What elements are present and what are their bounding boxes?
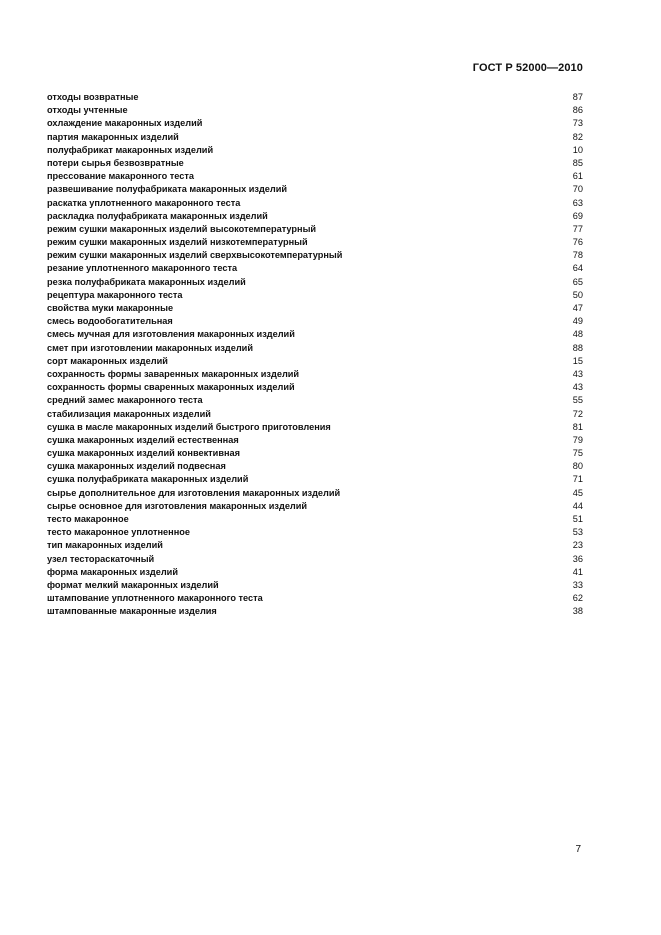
index-entry (47, 460, 583, 473)
index-page-ref: 71 (572, 474, 583, 485)
index-page-ref: 86 (572, 105, 583, 116)
index-term: смесь мучная для изготовления макаронных изделий (47, 329, 295, 340)
index-term: прессование макаронного теста (47, 171, 194, 182)
index-entry (47, 289, 583, 302)
index-term: партия макаронных изделий (47, 131, 179, 142)
index-term: смет при изготовлении макаронных изделий (47, 342, 253, 353)
index-page-ref: 65 (572, 276, 583, 287)
index-page-ref: 36 (572, 553, 583, 564)
index-page-ref: 87 (572, 92, 583, 102)
index-entry (47, 394, 583, 407)
document-code: ГОСТ Р 52000—2010 (472, 62, 583, 74)
index-page-ref: 81 (572, 421, 583, 432)
index-entry (47, 249, 583, 262)
index-page-ref: 82 (572, 131, 583, 142)
index-entry (47, 408, 583, 421)
index-entry (47, 473, 583, 486)
index-term: свойства муки макаронные (47, 303, 174, 313)
index-entry (47, 197, 583, 210)
index-entry (47, 500, 583, 513)
index-entry (47, 223, 583, 236)
index-entry (47, 144, 583, 157)
index-page-ref: 47 (572, 303, 583, 313)
index-page-ref: 61 (572, 171, 583, 182)
index-term: тип макаронных изделий (47, 540, 163, 551)
index-entry (47, 579, 583, 592)
index-entry (47, 104, 583, 117)
index-page-ref: 44 (572, 500, 583, 511)
index-entry (47, 117, 583, 130)
index-term: отходы учтенные (47, 105, 128, 116)
index-entry (47, 421, 583, 434)
index-term: сушка макаронных изделий естественная (47, 434, 239, 445)
index-page-ref: 48 (572, 329, 583, 340)
index-page-ref: 69 (572, 210, 583, 221)
index-entry (47, 368, 583, 381)
index-entry (47, 131, 583, 144)
index-entry (47, 381, 583, 394)
index-page-ref: 33 (572, 579, 583, 590)
index-term: форма макаронных изделий (47, 566, 178, 577)
index-term: штампование уплотненного макаронного теста (47, 593, 263, 604)
index-page-ref: 85 (572, 157, 583, 168)
index-term: сырье дополнительное для изготовления макаронных изделий (47, 487, 341, 498)
index-page-ref: 80 (572, 461, 583, 472)
index-page-ref: 73 (572, 118, 583, 129)
index-term: раскатка уплотненного макаронного теста (47, 197, 241, 208)
index-list (47, 91, 583, 619)
index-term: стабилизация макаронных изделий (47, 408, 211, 419)
index-term: сушка макаронных изделий конвективная (47, 448, 240, 459)
index-entry (47, 447, 583, 460)
index-page-ref: 79 (572, 434, 583, 445)
index-page-ref: 23 (572, 540, 583, 551)
index-term: потери сырья безвозвратные (47, 157, 184, 168)
index-term: сохранность формы заваренных макаронных изделий (47, 368, 300, 379)
index-term: смесь водообогатительная (47, 316, 173, 327)
index-page-ref: 77 (572, 223, 583, 234)
index-term: раскладка полуфабриката макаронных изделий (47, 210, 268, 221)
index-entry (47, 605, 583, 618)
index-term: полуфабрикат макаронных изделий (47, 144, 214, 155)
index-term: средний замес макаронного теста (47, 395, 203, 406)
index-page-ref: 70 (572, 184, 583, 195)
index-term: рецептура макаронного теста (47, 289, 183, 300)
index-entry (47, 566, 583, 579)
index-page-ref: 10 (572, 144, 583, 155)
index-entry (47, 592, 583, 605)
index-entry (47, 539, 583, 552)
page-number: 7 (575, 844, 581, 855)
index-page-ref: 88 (572, 342, 583, 353)
index-entry (47, 91, 583, 104)
index-page-ref: 50 (572, 289, 583, 300)
index-entry (47, 553, 583, 566)
index-entry (47, 183, 583, 196)
index-entry (47, 236, 583, 249)
index-term: охлаждение макаронных изделий (47, 118, 203, 129)
index-page-ref: 72 (572, 408, 583, 419)
index-term: сырье основное для изготовления макаронных изделий (47, 500, 308, 511)
index-page-ref: 51 (572, 514, 583, 524)
index-entry (47, 276, 583, 289)
index-page-ref: 15 (572, 355, 583, 366)
index-page-ref: 63 (572, 197, 583, 208)
index-entry (47, 526, 583, 539)
index-page-ref: 62 (572, 593, 583, 604)
index-page-ref: 49 (572, 316, 583, 327)
index-entry (47, 210, 583, 223)
index-page-ref: 75 (572, 448, 583, 459)
index-page-ref: 38 (572, 606, 583, 617)
index-term: штампованные макаронные изделия (47, 606, 217, 617)
index-page-ref: 53 (572, 527, 583, 538)
index-page-ref: 55 (572, 395, 583, 406)
index-entry (47, 170, 583, 183)
index-term: сушка полуфабриката макаронных изделий (47, 474, 249, 485)
index-entry (47, 157, 583, 170)
index-entry (47, 487, 583, 500)
index-page-ref: 76 (572, 237, 583, 248)
index-page-ref: 78 (572, 250, 583, 261)
index-page-ref: 64 (572, 263, 583, 274)
index-term: отходы возвратные (47, 92, 139, 102)
index-term: сохранность формы сваренных макаронных изделий (47, 382, 295, 393)
index-page-ref: 41 (572, 566, 583, 577)
index-term: формат мелкий макаронных изделий (47, 579, 219, 590)
index-page-ref: 43 (572, 368, 583, 379)
index-entry (47, 315, 583, 328)
index-entry (47, 355, 583, 368)
index-term: резание уплотненного макаронного теста (47, 263, 238, 274)
index-term: сорт макаронных изделий (47, 355, 168, 366)
index-entry (47, 342, 583, 355)
index-entry (47, 302, 583, 315)
index-term: режим сушки макаронных изделий низкотемпературный (47, 237, 308, 248)
index-term: сушка макаронных изделий подвесная (47, 461, 226, 472)
index-term: сушка в масле макаронных изделий быстрого приготовления (47, 421, 331, 432)
index-entry (47, 434, 583, 447)
index-term: режим сушки макаронных изделий высокотемпературный (47, 223, 317, 234)
index-term: тесто макаронное уплотненное (47, 527, 190, 538)
index-term: режим сушки макаронных изделий сверхвысокотемпературный (47, 250, 343, 261)
index-page-ref: 45 (572, 487, 583, 498)
index-term: резка полуфабриката макаронных изделий (47, 276, 246, 287)
index-entry (47, 513, 583, 526)
index-term: развешивание полуфабриката макаронных изделий (47, 184, 288, 195)
index-term: тесто макаронное (47, 514, 129, 524)
index-entry (47, 328, 583, 341)
index-page-ref: 43 (572, 382, 583, 393)
index-entry (47, 262, 583, 275)
index-term: узел тестораскаточный (47, 553, 155, 564)
